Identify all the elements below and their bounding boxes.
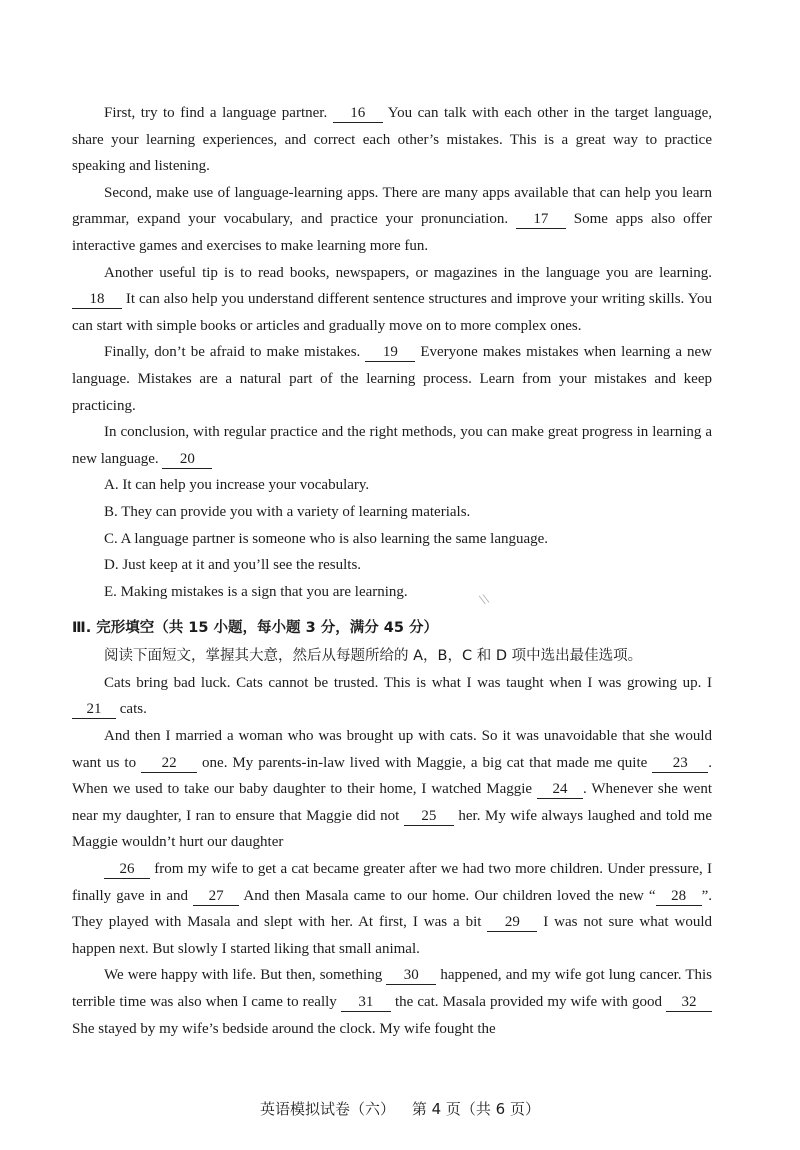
- blank-19: 19: [365, 344, 415, 362]
- paragraph-text: And then Masala came to our home. Our children loved the new “: [243, 887, 656, 904]
- option-b: B. They can provide you with a variety of learning materials.: [104, 503, 471, 520]
- option-a: A. It can help you increase your vocabulary.: [104, 477, 370, 494]
- passage-paragraph-5: [72, 419, 712, 472]
- page-footer: [0, 1098, 800, 1119]
- paragraph-text: Second, make use of language-learning apps. There are many apps available that can help you learn grammar, expand your vocabulary, and practice your pronunciation.: [72, 184, 712, 228]
- blank-28: 28: [656, 888, 702, 906]
- blank-20: 20: [162, 451, 212, 469]
- paragraph-text: Cats bring bad luck. Cats cannot be trusted. This is what I was taught when I was growing up. I: [104, 674, 712, 691]
- option-e: E. Making mistakes is a sign that you are learning.: [104, 583, 408, 600]
- paragraph-text: In conclusion, with regular practice and the right methods, you can make great progress in learning a new language.: [72, 424, 712, 467]
- cloze-paragraph-4: [72, 962, 712, 1042]
- blank-23: 23: [652, 755, 708, 773]
- paragraph-text: She stayed by my wife’s bedside around the clock. My wife fought the: [72, 1020, 496, 1037]
- blank-25: 25: [404, 808, 454, 826]
- passage-paragraph-1: [72, 100, 712, 180]
- passage-paragraph-4: [72, 339, 712, 419]
- blank-21: 21: [72, 701, 116, 719]
- blank-16: 16: [333, 105, 383, 123]
- paragraph-text: . Whenever she went near my daughter, I ran to ensure that Maggie did not: [72, 781, 712, 824]
- blank-29: 29: [487, 914, 537, 932]
- paragraph-text: the cat. Masala provided my wife with good: [394, 994, 662, 1010]
- section-heading: Ⅲ. 完形填空（共 15 小题，每小题 3 分，满分 45 分）: [72, 620, 438, 637]
- cloze-paragraph-3: [72, 856, 712, 962]
- paragraph-text: her. My wife always laughed and told me Maggie wouldn’t hurt our daughter: [72, 807, 713, 851]
- options-list: [72, 472, 712, 605]
- page-content: [72, 100, 712, 1042]
- blank-26: 26: [104, 861, 150, 879]
- blank-24: 24: [537, 781, 583, 799]
- paragraph-text: You can talk with each other in the target language, share your learning experiences, and correct each other’s mistakes. This is a great way to practice speaking and listening.: [72, 105, 713, 175]
- paragraph-text: from my wife to get a cat became greater after we had two more children. Under pressure, I finally gave in and: [72, 861, 712, 904]
- paragraph-text: Another useful tip is to read books, newspapers, or magazines in the language you are learning.: [104, 264, 712, 281]
- blank-17: 17: [516, 211, 566, 229]
- page-number: 第 4 页（共 6 页）: [411, 1100, 540, 1118]
- pencil-mark: \\: [477, 591, 491, 607]
- paragraph-text: First, try to find a language partner.: [104, 105, 328, 121]
- paragraph-text: Finally, don’t be afraid to make mistakes.: [104, 344, 361, 361]
- paragraph-text: I was not sure what would happen next. But slowly I started liking that small animal.: [72, 914, 712, 957]
- blank-18: 18: [72, 291, 122, 309]
- paragraph-text: one. My parents-in-law lived with Maggie, a big cat that made me quite: [202, 754, 648, 771]
- exam-title: 英语模拟试卷（六）: [260, 1100, 396, 1118]
- paragraph-text: It can also help you understand different sentence structures and improve your writing skills. You can start with simple books or articles and gradually move on to more complex ones.: [72, 291, 712, 334]
- paragraph-text: Some apps also offer interactive games and exercises to make learning more fun.: [72, 211, 712, 254]
- blank-27: 27: [193, 888, 239, 906]
- blank-22: 22: [141, 755, 197, 773]
- passage-paragraph-3: [72, 260, 712, 340]
- paragraph-text: And then I married a woman who was brought up with cats. So it was unavoidable that she would want us to: [72, 728, 712, 771]
- option-c: C. A language partner is someone who is also learning the same language.: [104, 530, 549, 547]
- blank-30: 30: [386, 967, 436, 985]
- paragraph-text: happened, and my wife got lung cancer. This terrible time was also when I came to really: [72, 967, 713, 1010]
- passage-paragraph-2: [72, 180, 712, 260]
- section-instruction: 阅读下面短文，掌握其大意，然后从每题所给的 A，B，C 和 D 项中选出最佳选项。: [104, 648, 643, 665]
- option-d: D. Just keep at it and you’ll see the results.: [104, 557, 362, 574]
- paragraph-text: ”. They played with Masala and slept with her. At first, I was a bit: [72, 887, 713, 931]
- paragraph-text: cats.: [119, 701, 147, 718]
- blank-31: 31: [341, 994, 391, 1012]
- paragraph-text: Everyone makes mistakes when learning a new language. Mistakes are a natural part of the learning process. Learn from your mistakes and keep practicing.: [72, 344, 712, 414]
- paragraph-text: . When we used to take our baby daughter to their home, I watched Maggie: [72, 754, 713, 798]
- blank-32: 32: [666, 994, 712, 1012]
- paragraph-text: We were happy with life. But then, something: [104, 967, 383, 984]
- cloze-paragraph-2: [72, 723, 712, 856]
- cloze-paragraph-1: [72, 670, 712, 723]
